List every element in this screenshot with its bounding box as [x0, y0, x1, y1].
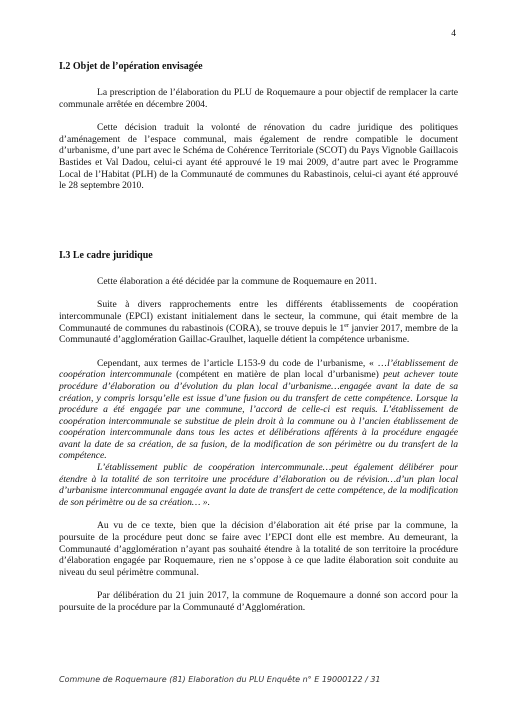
italic-run: l’établissement de coopération intercommunale [59, 357, 458, 381]
paragraph [59, 358, 458, 462]
page-footer: Commune de Roquemaure (81) Elaboration du PLU Enquête n° E 19000122 / 31 [59, 675, 381, 684]
text-run: (compétent en matière de plan local d’urbanisme) [171, 369, 384, 381]
italic-run: L’établissement public de coopération intercommunale…peut également délibérer pour étendre à la totalité de son territoire une procédure d’élaboration ou de révision…d’un plan local d’urbanisme intercommunal engagée avant la date de transfert de cette compétence, de la modification de son périmètre ou de sa création… ». [59, 462, 458, 508]
document-body [59, 61, 458, 614]
section-heading-cadre-juridique: I.3 Le cadre juridique [59, 249, 153, 261]
text-run: Suite à divers rapprochements entre les différents établissements de coopération intercommunale (EPCI) existant initialement dans le secteur, la commune, qui était membre de la Communauté de communes du rabastinois (CORA), se trouve depuis le 1 [59, 299, 458, 334]
paragraph: Au vu de ce texte, bien que la décision d’élaboration ait été prise par la commune, la poursuite de la procédure peut donc se faire avec l’EPCI dont elle est membre. Au demeurant, la Communauté d’agglomération n’ayant pas souhaité étendre à la totalité de son territoire la procédure d’élaboration engagée par Roquemaure, rien ne s’oppose à ce que ladite élaboration soit conduite au niveau du seul périmètre communal. [59, 520, 458, 578]
legal-quotation [59, 358, 458, 509]
paragraph [59, 299, 458, 345]
paragraph [59, 462, 458, 508]
superscript: er [344, 322, 349, 329]
paragraph: Cette décision traduit la volonté de rénovation du cadre juridique des politiques d’aménagement de l’espace communal, mais également de rendre compatible le document d’urbanisme, d’une part avec le Schéma de Cohérence Territoriale (SCOT) du Pays Vignoble Gaillacois Bastides et Val Dadou, celui-ci ayant été approuvé le 19 mai 2009, d’autre part avec le Programme Local de l’Habitat (PLH) de la Communauté de communes du Rabastinois, celui-ci ayant été approuvé le 28 septembre 2010. [59, 122, 458, 192]
section-heading-objet: I.2 Objet de l’opération envisagée [59, 61, 203, 72]
text-run: janvier 2017, membre de la Communauté d’agglomération Gaillac-Graulhet, laquelle détient la compétence urbanisme. [59, 322, 458, 346]
page-number: 4 [451, 29, 456, 39]
text-run: Cependant, aux termes de l’article L153-9 du code de l’urbanisme, « … [97, 357, 388, 369]
italic-run: peut achever toute procédure d’élaboration ou d’évolution du plan local d’urbanisme…engagée avant la date de sa création, y compris lorsqu’elle est issue d’une fusion ou du transfert de cette compétence. Lorsque la procédure a été engagée par une commune, l’accord de celle-ci est requis. L’établissement de coopération intercommunale se substitue de plein droit à la commune ou à l’ancien établissement de coopération intercommunale dans tous les actes et délibérations afférents à la procédure engagée avant la date de sa création, de sa fusion, de la modification de son périmètre ou du transfert de la compétence. [59, 369, 459, 462]
paragraph: La prescription de l’élaboration du PLU de Roquemaure a pour objectif de remplacer la carte communale arrêtée en décembre 2004. [59, 87, 458, 110]
paragraph: Par délibération du 21 juin 2017, la commune de Roquemaure a donné son accord pour la poursuite de la procédure par la Communauté d’Agglomération. [59, 590, 458, 613]
paragraph: Cette élaboration a été décidée par la commune de Roquemaure en 2011. [97, 275, 377, 287]
